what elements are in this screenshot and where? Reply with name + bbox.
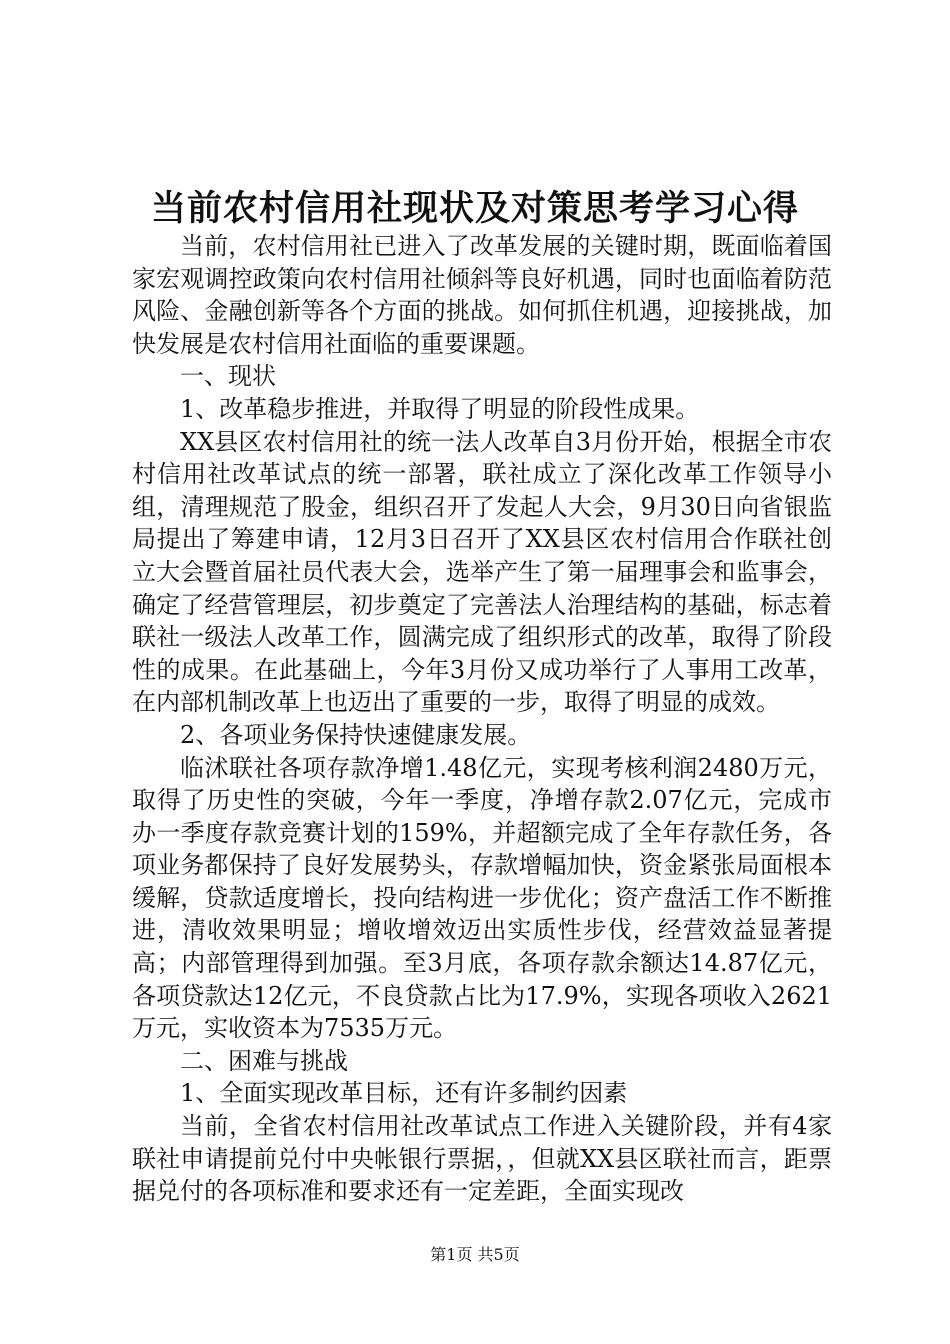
paragraph-reform-details: XX县区农村信用社的统一法人改革自3月份开始，根据全市农村信用社改革试点的统一部署，联社成立了深化改革工作领导小组，清理规范了股金，组织召开了发起人大会，9月30日向省银监局提出了筹建申请，12月3日召开了XX县区农村信用合作联社创立大会暨首届社员代表大会，选举产生了第一届理事会和监事会，确定了经营管理层，初步奠定了完善法人治理结构的基础，标志着联社一级法人改革工作，圆满完成了组织形式的改革，取得了阶段性的成果。在此基础上，今年3月份又成功举行了人事用工改革，在内部机制改革上也迈出了重要的一步，取得了明显的成效。 xyxy=(132,427,832,717)
subheading-business-development: 2、各项业务保持快速健康发展。 xyxy=(180,720,532,749)
subheading-reform-progress: 1、改革稳步推进，并取得了明显的阶段性成果。 xyxy=(180,394,700,423)
paragraph-constraints-details: 当前，全省农村信用社改革试点工作进入关键阶段，并有4家联社申请提前兑付中央帐银行票据，，但就XX县区联社而言，距票据兑付的各项标准和要求还有一定差距，全面实现改 xyxy=(132,1112,832,1206)
document-title: 当前农村信用社现状及对策思考学习心得 xyxy=(150,188,799,229)
paragraph-business-details: 临沭联社各项存款净增1.48亿元，实现考核利润2480万元，取得了历史性的突破，今年一季度，净增存款2.07亿元，完成市办一季度存款竞赛计划的159%，并超额完成了全年存款任务，各项业务都保持了良好发展势头，存款增幅加快，资金紧张局面根本缓解，贷款适度增长，投向结构进一步优化；资产盘活工作不断推进，清收效果明显；增收增效迈出实质性步伐，经营效益显著提高；内部管理得到加强。至3月底，各项存款余额达14.87亿元，各项贷款达12亿元，不良贷款占比为17.9%，实现各项收入2621万元，实收资本为7535万元。 xyxy=(132,753,832,1043)
document-body xyxy=(132,230,832,1208)
paragraph-intro: 当前，农村信用社已进入了改革发展的关键时期，既面临着国家宏观调控政策向农村信用社倾斜等良好机遇，同时也面临着防范风险、金融创新等各个方面的挑战。如何抓住机遇，迎接挑战，加快发展是农村信用社面临的重要课题。 xyxy=(132,232,832,358)
section-heading-status: 一、现状 xyxy=(180,362,276,391)
page-number-footer: 第1页 共5页 xyxy=(430,1245,520,1264)
section-heading-challenges: 二、困难与挑战 xyxy=(180,1046,348,1075)
subheading-constraints: 1、全面实现改革目标，还有许多制约因素 xyxy=(180,1079,628,1108)
